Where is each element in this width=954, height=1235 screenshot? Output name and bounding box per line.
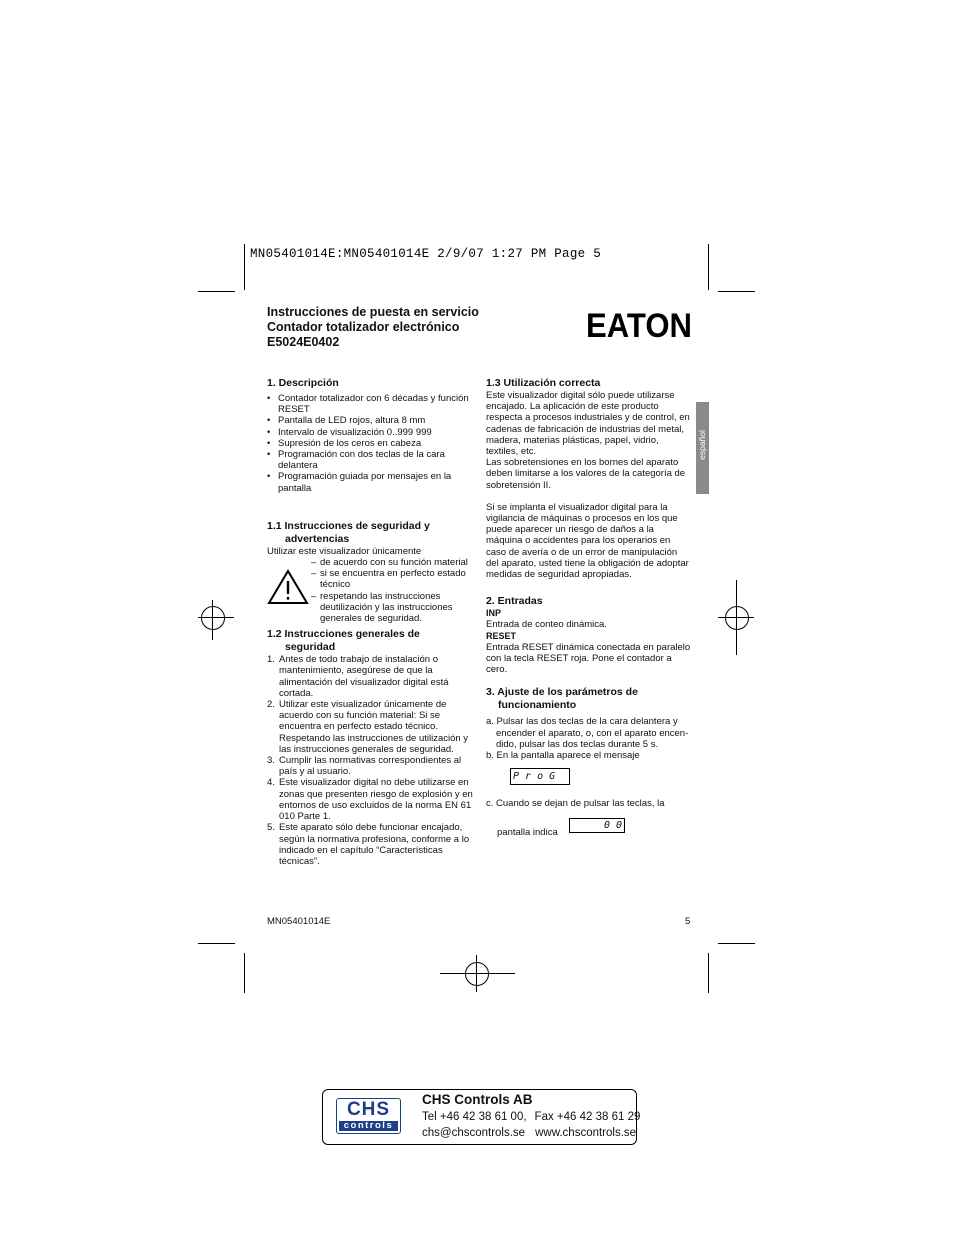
phone-number: Tel +46 42 38 61 00, bbox=[422, 1111, 527, 1123]
fax-number: Fax +46 42 38 61 29 bbox=[534, 1111, 641, 1123]
list-item: 4. Este visualizador digital no debe utilizarse en zonas que presenten riesgo de explosión y en entornos de uso excluidos de la norma EN 61 010 Parte 1. bbox=[267, 777, 473, 823]
step-text: pantalla indica bbox=[497, 827, 558, 838]
section-title: 2. Entradas bbox=[486, 595, 543, 608]
paragraph: Las sobretensiones en los bornes del aparato deben limitarse a los valores de la categoría de sobretensión II. bbox=[486, 457, 686, 491]
crop-mark bbox=[244, 244, 245, 290]
list-item: – de acuerdo con su función material bbox=[311, 557, 475, 568]
paragraph: Entrada de conteo dinámica. bbox=[486, 619, 607, 631]
list-item: 3. Cumplir las normativas correspondientes al país y al usuario. bbox=[267, 755, 462, 778]
crop-mark bbox=[718, 291, 755, 292]
list-item: 5. Este aparato sólo debe funcionar encajado, según la normativa profesiona, conforme a lo indicado en el capítulo “Características técnicas”. bbox=[267, 822, 470, 867]
language-tab: español bbox=[696, 402, 709, 494]
step-text: a. Pulsar las dos teclas de la cara delantera y encender el aparato, o, con el aparato encen-dido, pulsar las dos teclas durante 5 s. bbox=[486, 716, 689, 750]
paragraph: Entrada RESET dinámica conectada en paralelo con la tecla RESET roja. Pone el contador a cero. bbox=[486, 641, 691, 676]
crop-mark bbox=[476, 955, 477, 992]
crop-mark bbox=[708, 244, 709, 290]
prog-display: P r o G bbox=[510, 768, 570, 785]
chs-logo: CHS controls bbox=[336, 1098, 401, 1134]
crop-mark bbox=[212, 600, 213, 640]
contact-details bbox=[422, 1109, 640, 1141]
contact-box bbox=[322, 1089, 641, 1145]
warning-block bbox=[267, 557, 475, 624]
section-title: 3. Ajuste de los parámetros de funcionamiento bbox=[486, 686, 638, 712]
eaton-logo-text: EATON bbox=[586, 309, 692, 339]
step-text: b. En la pantalla aparece el mensaje bbox=[486, 750, 640, 762]
page-number: 5 bbox=[685, 916, 691, 927]
list-item: 2. Utilizar este visualizador únicamente de acuerdo con su función material: Si se encuentra en perfecto estado técnico. Respetando las instrucciones de utilización y las instrucciones generales de seguridad. bbox=[267, 699, 469, 755]
input-label: INP bbox=[486, 608, 502, 619]
input-label: RESET bbox=[486, 630, 517, 641]
email-link[interactable]: chs@chscontrols.se bbox=[422, 1127, 526, 1139]
section-title: 1.1 Instrucciones de seguridad y advertencias bbox=[267, 519, 430, 545]
footer-doc-number: MN05401014E bbox=[267, 916, 331, 927]
paragraph: Utilizar este visualizador únicamente bbox=[267, 545, 422, 557]
list-item: • Contador totalizador con 6 décadas y función RESET bbox=[267, 393, 475, 415]
left-column bbox=[267, 377, 475, 867]
crop-mark bbox=[244, 953, 245, 993]
list-item: • Programación guiada por mensajes en la pantalla bbox=[267, 471, 475, 493]
description-list bbox=[267, 393, 475, 494]
section-title: 1.2 Instrucciones generales de seguridad bbox=[267, 628, 420, 654]
paragraph: Si se implanta el visualizador digital para la vigilancia de máquinas o procesos en los que puede aparecer un riesgo de daños a la máquina o accidentes para los operarios en caso de avería o de un error de manipulación del aparato, usted tiene la obligación de adoptar medidas de seguridad apropiadas. bbox=[486, 501, 689, 581]
safety-list bbox=[267, 654, 475, 867]
crop-mark bbox=[736, 580, 737, 655]
registration-mark bbox=[725, 606, 749, 630]
crop-mark bbox=[718, 943, 755, 944]
crop-mark bbox=[440, 973, 515, 974]
counter-display: 0 0 bbox=[569, 818, 625, 833]
website-link[interactable]: www.chscontrols.se bbox=[535, 1127, 637, 1139]
registration-mark bbox=[201, 606, 225, 630]
registration-mark bbox=[465, 962, 489, 986]
document-title: Instrucciones de puesta en servicio Contador totalizador electrónico E5024E0402 bbox=[267, 305, 479, 349]
list-item: • Intervalo de visualización 0..999 999 bbox=[267, 427, 475, 438]
company-name: CHS Controls AB bbox=[422, 1092, 533, 1107]
section-title: 1. Descripción bbox=[267, 377, 339, 389]
section-title: 1.3 Utilización correcta bbox=[486, 377, 601, 389]
usage-conditions bbox=[311, 557, 475, 624]
paragraph: Este visualizador digital sólo puede utilizarse encajado. La aplicación de este producto respecta a procesos industriales y de control, en cadenas de fabricación de industrias del metal, madera, materias plásticas, papel, vidrio, textiles, etc. bbox=[486, 390, 690, 458]
warning-icon bbox=[267, 569, 309, 605]
print-slug: MN05401014E:MN05401014E 2/9/07 1:27 PM Page 5 bbox=[250, 247, 602, 261]
list-item: • Supresión de los ceros en cabeza bbox=[267, 438, 475, 449]
list-item: • Pantalla de LED rojos, altura 8 mm bbox=[267, 415, 475, 426]
list-item: 1. Antes de todo trabajo de instalación o mantenimiento, asegúrese de que la alimentación del visualizador digital está cortada. bbox=[267, 654, 449, 699]
crop-mark bbox=[198, 617, 234, 618]
step-text: c. Cuando se dejan de pulsar las teclas, la bbox=[486, 798, 665, 809]
list-item: – si se encuentra en perfecto estado técnico bbox=[311, 568, 475, 590]
crop-mark bbox=[198, 291, 235, 292]
crop-mark bbox=[708, 953, 709, 993]
crop-mark bbox=[198, 943, 235, 944]
right-column bbox=[486, 377, 692, 761]
list-item: – respetando las instrucciones deutilización y las instrucciones generales de seguridad. bbox=[311, 591, 475, 625]
list-item: • Programación con dos teclas de la cara delantera bbox=[267, 449, 475, 471]
eaton-logo bbox=[586, 309, 692, 339]
